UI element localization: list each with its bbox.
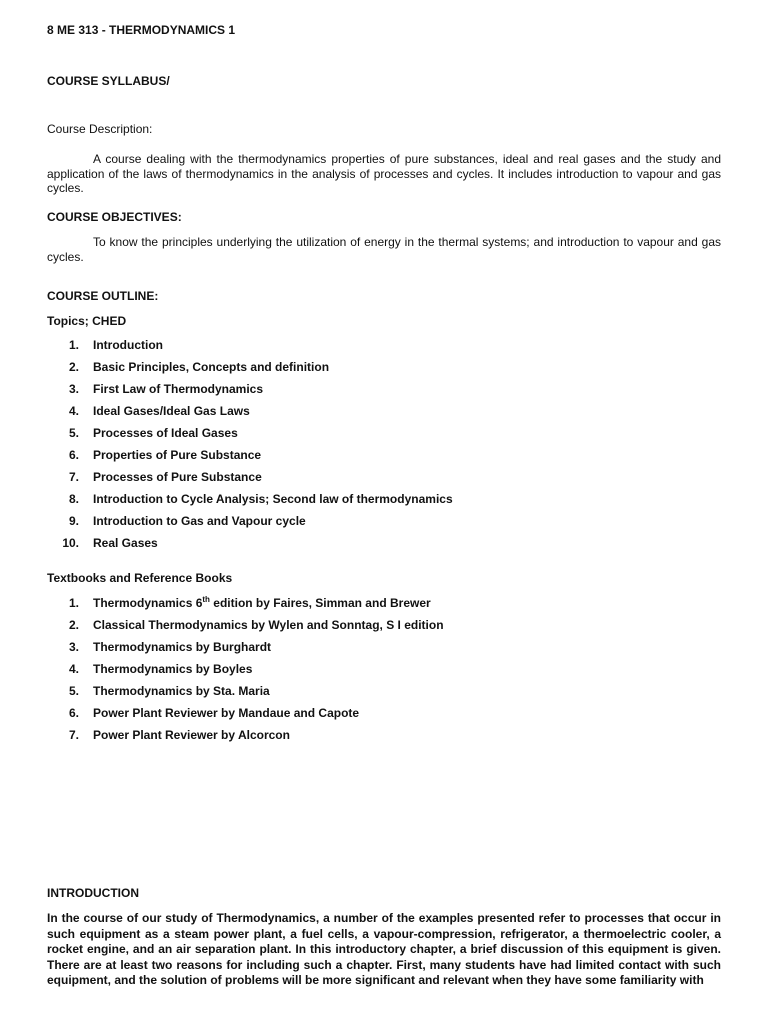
- topic-number: 4.: [68, 404, 79, 418]
- outline-label: COURSE OUTLINE:: [47, 289, 159, 303]
- books-label: Textbooks and Reference Books: [47, 571, 233, 585]
- topic-text: Introduction to Gas and Vapour cycle: [93, 514, 306, 528]
- topic-text: Ideal Gases/Ideal Gas Laws: [93, 404, 250, 418]
- book-number: 5.: [68, 684, 79, 698]
- book-text: [93, 596, 431, 611]
- book-number: 4.: [68, 662, 79, 676]
- book-number: 1.: [68, 596, 79, 610]
- book-text: Power Plant Reviewer by Alcorcon: [93, 728, 290, 742]
- book-text: Thermodynamics by Boyles: [93, 662, 253, 676]
- book-number: 3.: [68, 640, 79, 654]
- topic-number: 7.: [68, 470, 79, 484]
- book-text-main: Thermodynamics 6: [93, 596, 203, 610]
- topics-label: Topics; CHED: [47, 314, 127, 328]
- topic-text: Properties of Pure Substance: [93, 448, 262, 462]
- book-text-rest: edition by Faires, Simman and Brewer: [209, 596, 431, 610]
- book-text: Thermodynamics by Burghardt: [93, 640, 272, 654]
- syllabus-heading: COURSE SYLLABUS/: [47, 74, 170, 88]
- book-text: Thermodynamics by Sta. Maria: [93, 684, 270, 698]
- topic-number: 8.: [68, 492, 79, 506]
- topic-number: 9.: [68, 514, 79, 528]
- book-text: Classical Thermodynamics by Wylen and Sonntag, S I edition: [93, 618, 444, 632]
- course-code-title: 8 ME 313 - THERMODYNAMICS 1: [47, 23, 236, 37]
- topic-text: Introduction: [93, 338, 163, 352]
- objectives-text: To know the principles underlying the utilization of energy in the thermal systems; and introduction to vapour and gas cycles.: [47, 235, 721, 264]
- book-number: 7.: [68, 728, 79, 742]
- book-number: 2.: [68, 618, 79, 632]
- description-text: A course dealing with the thermodynamics properties of pure substances, ideal and real gases and the study and application of the laws of thermodynamics in the analysis of processes and cycles. It includes introduction to vapour and gas cycles.: [47, 152, 721, 195]
- topic-number: 6.: [68, 448, 79, 462]
- topic-number: 5.: [68, 426, 79, 440]
- topic-text: First Law of Thermodynamics: [93, 382, 264, 396]
- topic-number: 10.: [62, 536, 79, 550]
- topic-number: 3.: [68, 382, 79, 396]
- topic-text: Real Gases: [93, 536, 158, 550]
- objectives-label: COURSE OBJECTIVES:: [47, 210, 182, 224]
- book-number: 6.: [68, 706, 79, 720]
- book-edition-superscript: th: [202, 595, 210, 604]
- description-label: Course Description:: [47, 122, 153, 136]
- topic-text: Basic Principles, Concepts and definition: [93, 360, 330, 374]
- introduction-heading: INTRODUCTION: [47, 886, 139, 900]
- book-text: Power Plant Reviewer by Mandaue and Capote: [93, 706, 360, 720]
- topic-number: 1.: [68, 338, 79, 352]
- topic-text: Processes of Ideal Gases: [93, 426, 238, 440]
- topic-text: Introduction to Cycle Analysis; Second law of thermodynamics: [93, 492, 453, 506]
- topic-number: 2.: [68, 360, 79, 374]
- introduction-text: In the course of our study of Thermodynamics, a number of the examples presented refer to processes that occur in such equipment as a steam power plant, a fuel cells, a vapour-compression, refrigerator, a thermoelectric cooler, a rocket engine, and an air separation plant. In this introductory chapter, a brief discussion of this equipment is given. There are at least two reasons for including such a chapter. First, many students have had limited contact with such equipment, and the solution of problems will be more significant and relevant when they have some familiarity with: [47, 911, 721, 987]
- topic-text: Processes of Pure Substance: [93, 470, 262, 484]
